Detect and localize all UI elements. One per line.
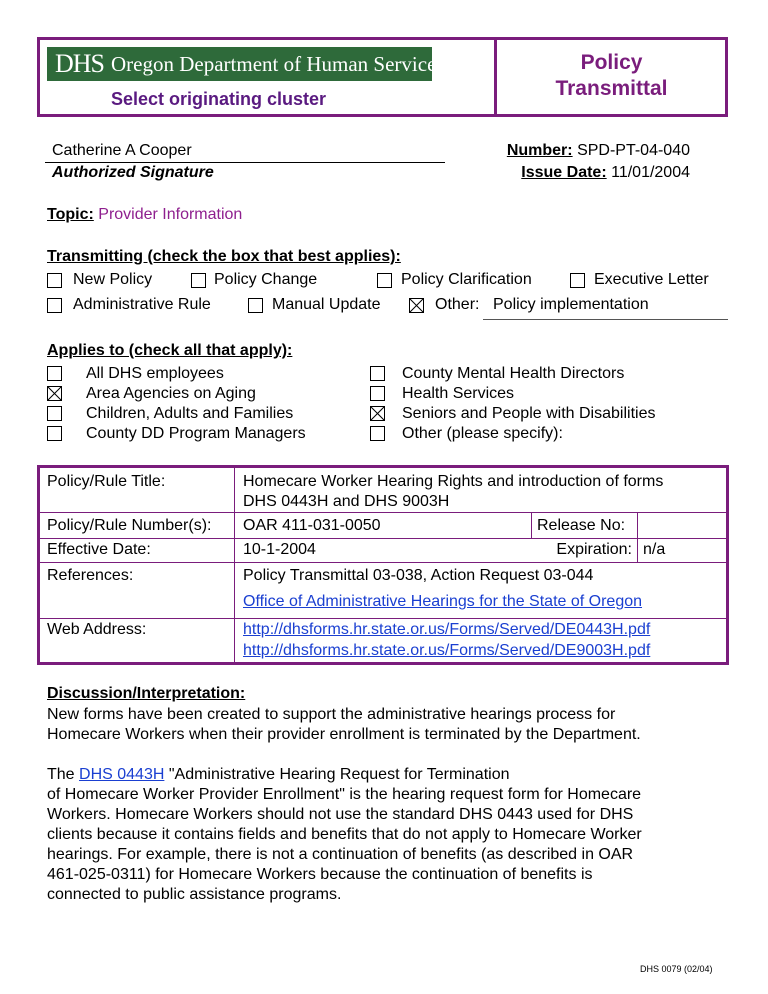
checkbox-administrative-rule[interactable] xyxy=(47,298,62,313)
signer-name: Catherine A Cooper xyxy=(52,142,192,159)
issue-date-value: 11/01/2004 xyxy=(611,164,690,181)
checkbox-area-agencies-on-aging[interactable] xyxy=(47,386,62,401)
logo-department-name: Oregon Department of Human Services xyxy=(111,51,445,76)
applies-all-dhs-employees: All DHS employees xyxy=(86,365,224,382)
other-specify-value[interactable]: Policy implementation xyxy=(493,296,649,313)
web-address-label: Web Address: xyxy=(47,621,147,638)
originating-cluster-select[interactable]: Select originating cluster xyxy=(111,89,327,109)
expiration-value: n/a xyxy=(643,541,666,558)
checkbox-county-mental-health-directors[interactable] xyxy=(370,366,385,381)
option-executive-letter: Executive Letter xyxy=(594,271,709,288)
release-no-label: Release No: xyxy=(537,517,626,534)
discussion-heading: Discussion/Interpretation: xyxy=(47,685,246,702)
topic-value: Provider Information xyxy=(98,206,243,223)
checkbox-children-adults-families[interactable] xyxy=(47,406,62,421)
checkbox-other[interactable] xyxy=(409,298,424,313)
option-manual-update: Manual Update xyxy=(272,296,381,313)
paragraph-line: hearings. For example, there is not a continuation of benefits (as described in OAR xyxy=(47,846,634,863)
checkbox-all-dhs-employees[interactable] xyxy=(47,366,62,381)
issue-date-row xyxy=(440,164,690,182)
web-link-de0443h[interactable]: http://dhsforms.hr.state.or.us/Forms/Served/DE0443H.pdf xyxy=(243,621,651,638)
applies-other-please-specify: Other (please specify): xyxy=(402,425,563,442)
other-specify-line xyxy=(483,319,728,320)
effective-date-label: Effective Date: xyxy=(47,541,151,558)
checkbox-executive-letter[interactable] xyxy=(570,273,585,288)
checkbox-health-services[interactable] xyxy=(370,386,385,401)
paragraph-line: of Homecare Worker Provider Enrollment" is the hearing request form for Homecare xyxy=(47,786,642,803)
applies-county-dd-program-managers: County DD Program Managers xyxy=(86,425,306,442)
table-row-divider xyxy=(37,512,729,513)
topic-row xyxy=(47,206,242,224)
table-column-divider xyxy=(234,465,235,665)
expiration-label: Expiration: xyxy=(556,541,632,558)
title-line-2: Transmittal xyxy=(555,77,668,100)
discussion-paragraph-1 xyxy=(47,705,737,745)
number-row xyxy=(460,142,690,160)
policy-title-label: Policy/Rule Title: xyxy=(47,473,166,490)
references-link[interactable]: Office of Administrative Hearings for the State of Oregon xyxy=(243,593,643,610)
table-row-divider xyxy=(37,562,729,563)
paragraph-line: connected to public assistance programs. xyxy=(47,886,342,903)
applies-county-mental-health-directors: County Mental Health Directors xyxy=(402,365,625,382)
release-value-divider xyxy=(637,512,638,562)
topic-label: Topic: xyxy=(47,206,94,223)
references-text: Policy Transmittal 03-038, Action Request 03-044 xyxy=(243,567,594,584)
applies-health-services: Health Services xyxy=(402,385,515,402)
applies-heading: Applies to (check all that apply): xyxy=(47,342,293,359)
paragraph-text: The xyxy=(47,766,80,783)
paragraph-line: clients because it contains fields and benefits that do not apply to Homecare Worker xyxy=(47,826,642,843)
applies-seniors-people-disabilities: Seniors and People with Disabilities xyxy=(402,405,656,422)
applies-children-adults-families: Children, Adults and Families xyxy=(86,405,294,422)
signature-label: Authorized Signature xyxy=(52,164,214,181)
issue-date-label: Issue Date: xyxy=(521,164,607,181)
checkbox-policy-change[interactable] xyxy=(191,273,206,288)
paragraph-line: 461-025-0311) for Homecare Workers because the continuation of benefits is xyxy=(47,866,593,883)
checkbox-other-please-specify[interactable] xyxy=(370,426,385,441)
dhs-logo xyxy=(47,47,445,81)
dhs-0443h-link[interactable]: DHS 0443H xyxy=(79,766,165,783)
document-title xyxy=(495,50,728,102)
checkbox-county-dd-program-managers[interactable] xyxy=(47,426,62,441)
table-row-divider xyxy=(37,538,729,539)
form-id-footer: DHS 0079 (02/04) xyxy=(640,964,713,974)
option-administrative-rule: Administrative Rule xyxy=(73,296,211,313)
signature-line xyxy=(45,162,445,163)
checkbox-new-policy[interactable] xyxy=(47,273,62,288)
references-label: References: xyxy=(47,567,134,584)
table-row-divider xyxy=(37,618,729,619)
release-cell-divider xyxy=(531,512,532,538)
logo-dhs-text: DHS xyxy=(55,49,105,78)
number-label: Number: xyxy=(506,142,573,159)
transmitting-heading: Transmitting (check the box that best applies): xyxy=(47,248,401,265)
policy-title-line-2: DHS 0443H and DHS 9003H xyxy=(243,493,450,510)
option-policy-change: Policy Change xyxy=(214,271,318,288)
option-policy-clarification: Policy Clarification xyxy=(401,271,532,288)
policy-title-line-1: Homecare Worker Hearing Rights and introduction of forms xyxy=(243,473,664,490)
discussion-paragraph-2 xyxy=(47,765,737,905)
applies-area-agencies-on-aging: Area Agencies on Aging xyxy=(86,385,256,402)
policy-number-value: OAR 411-031-0050 xyxy=(243,517,381,534)
checkbox-manual-update[interactable] xyxy=(248,298,263,313)
paragraph-text: "Administrative Hearing Request for Termination xyxy=(164,766,510,783)
effective-date-value: 10-1-2004 xyxy=(243,541,316,558)
paragraph-line xyxy=(47,765,737,785)
policy-number-label: Policy/Rule Number(s): xyxy=(47,517,212,534)
web-link-de9003h[interactable]: http://dhsforms.hr.state.or.us/Forms/Served/DE9003H.pdf xyxy=(243,642,651,659)
paragraph-line: New forms have been created to support the administrative hearings process for xyxy=(47,706,616,723)
title-line-1: Policy xyxy=(580,51,643,74)
number-value: SPD-PT-04-040 xyxy=(577,142,690,159)
checkbox-policy-clarification[interactable] xyxy=(377,273,392,288)
option-other: Other: xyxy=(435,296,480,313)
paragraph-line: Homecare Workers when their provider enrollment is terminated by the Department. xyxy=(47,726,641,743)
option-new-policy: New Policy xyxy=(73,271,153,288)
checkbox-seniors-people-disabilities[interactable] xyxy=(370,406,385,421)
paragraph-line: Workers. Homecare Workers should not use the standard DHS 0443 used for DHS xyxy=(47,806,634,823)
